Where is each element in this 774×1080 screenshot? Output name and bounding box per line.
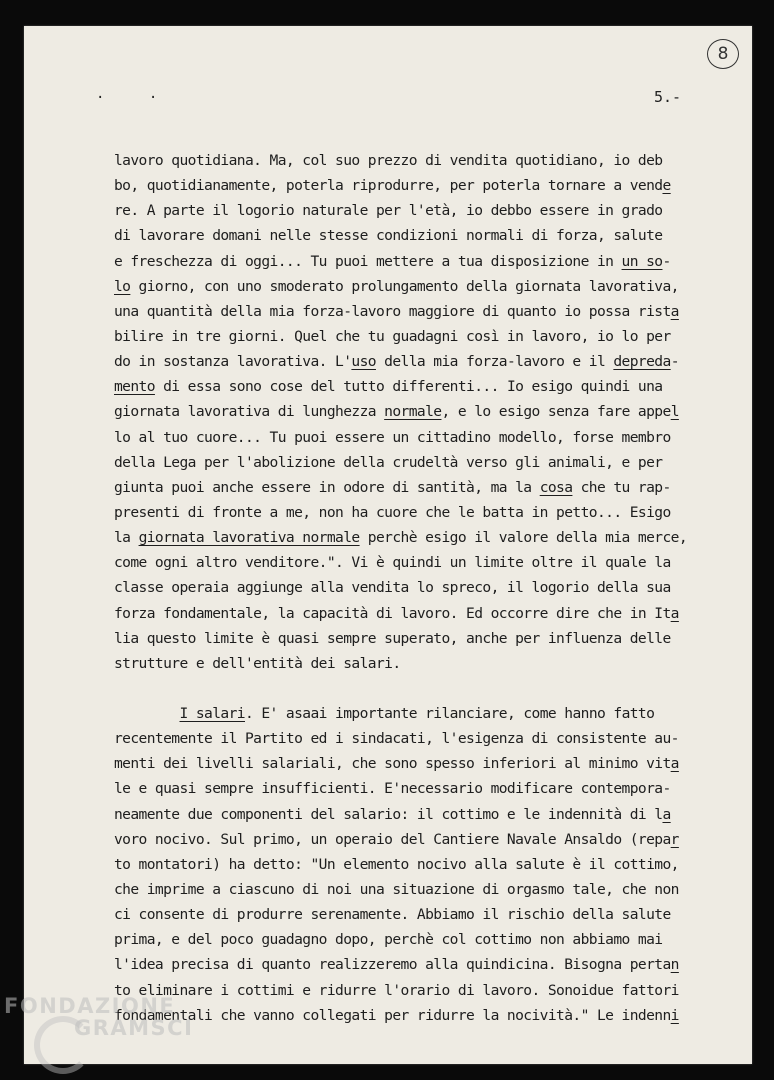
text-segment: lo al tuo cuore... Tu puoi essere un cittadino modello, forse membro: [114, 428, 671, 446]
underlined-text: depreda: [613, 353, 671, 371]
underlined-text: a: [662, 805, 671, 823]
text-segment: bilire in tre giorni. Quel che tu guadagni così in lavoro, io lo per: [114, 327, 671, 345]
text-segment: giornata lavorativa di lunghezza: [114, 403, 385, 421]
text-line: [114, 927, 724, 952]
text-line: [114, 374, 724, 399]
text-line: [114, 852, 724, 877]
text-segment: . E' asaai importante rilanciare, come hanno fatto: [245, 704, 655, 722]
text-line: [114, 450, 724, 475]
underlined-text: a: [670, 604, 679, 622]
text-segment: voro nocivo. Sul primo, un operaio del Cantiere Navale Ansaldo (repa: [114, 830, 671, 848]
underlined-text: l: [670, 403, 679, 421]
text-line: [114, 726, 724, 751]
text-line: [114, 575, 724, 600]
underlined-text: e: [662, 177, 671, 195]
underlined-text: cosa: [539, 478, 573, 496]
fondazione-gramsci-watermark: [4, 994, 204, 1040]
text-segment: di lavorare domani nelle stesse condizioni normali di forza, salute: [114, 227, 663, 245]
text-segment: classe operaia aggiunge alla vendita lo spreco, il logorio della sua: [114, 579, 671, 597]
text-line: [114, 173, 724, 198]
text-line: [114, 525, 724, 550]
text-segment: do in sostanza lavorativa. L': [114, 353, 352, 371]
text-line: [114, 776, 724, 801]
text-line: [114, 198, 724, 223]
text-segment: la: [114, 529, 139, 547]
text-line: [114, 751, 724, 776]
underlined-text: r: [670, 830, 679, 848]
text-segment: lia questo limite è quasi sempre superato, anche per influenza delle: [114, 629, 671, 647]
text-segment: to montatori) ha detto: "Un elemento nocivo alla salute è il cottimo,: [114, 855, 679, 873]
text-segment: giunta puoi anche essere in odore di santità, ma la: [114, 478, 540, 496]
circled-page-number: 8: [707, 39, 739, 69]
underlined-text: mento: [114, 378, 155, 396]
text-line: [114, 550, 724, 575]
text-line: [114, 349, 724, 374]
text-line: [114, 1003, 724, 1028]
underlined-text: n: [670, 956, 679, 974]
text-segment: come ogni altro venditore.". Vi è quindi un limite oltre il quale la: [114, 554, 671, 572]
text-line: [114, 475, 724, 500]
text-segment: menti dei livelli salariali, che sono spesso inferiori al minimo vit: [114, 755, 671, 773]
text-segment: bo, quotidianamente, poterla riprodurre, per poterla tornare a vend: [114, 177, 663, 195]
text-line: [114, 701, 724, 726]
text-line: [114, 299, 724, 324]
text-line: [114, 952, 724, 977]
text-line: [114, 601, 724, 626]
text-segment: perchè esigo il valore della mia merce,: [359, 529, 688, 547]
text-line: [114, 651, 724, 676]
typed-text-body: [114, 148, 724, 1028]
text-segment: neamente due componenti del salario: il cottimo e le indennità di l: [114, 805, 663, 823]
text-line: [114, 148, 724, 173]
text-line: [114, 802, 724, 827]
page-number: 5.-: [654, 88, 682, 106]
corner-dots: . .: [96, 86, 176, 102]
text-segment: fondamentali che vanno collegati per ridurre la nocività." Le indenn: [114, 1006, 671, 1024]
text-line: [114, 902, 724, 927]
text-segment: -: [662, 252, 671, 270]
text-segment: giorno, con uno smoderato prolungamento della giornata lavorativa,: [130, 277, 679, 295]
text-segment: le e quasi sempre insufficienti. E'necessario modificare contempora-: [114, 780, 671, 798]
text-segment: della mia forza-lavoro e il: [375, 353, 614, 371]
text-line: [114, 274, 724, 299]
paragraph-gap: [114, 676, 724, 701]
underlined-text: giornata lavorativa normale: [138, 529, 360, 547]
text-line: [114, 324, 724, 349]
text-segment: di essa sono cose del tutto differenti... Io esigo quindi una: [154, 378, 663, 396]
text-line: [114, 877, 724, 902]
text-segment: , e lo esigo senza fare appe: [441, 403, 671, 421]
text-segment: ci consente di produrre serenamente. Abbiamo il rischio della salute: [114, 906, 671, 924]
text-segment: [114, 705, 180, 722]
watermark-logo-icon: [34, 1016, 92, 1074]
text-segment: che tu rap-: [572, 478, 671, 496]
text-segment: -: [670, 353, 679, 371]
text-segment: strutture e dell'entità dei salari.: [114, 654, 401, 672]
underlined-text: I salari: [179, 704, 245, 722]
document-page: [24, 26, 752, 1064]
text-line: [114, 399, 724, 424]
watermark-line-1: FONDAZIONE: [4, 994, 176, 1018]
underlined-text: a: [670, 302, 679, 320]
text-segment: to eliminare i cottimi e ridurre l'orario di lavoro. Sonoidue fattori: [114, 981, 679, 999]
text-line: [114, 978, 724, 1003]
text-line: [114, 827, 724, 852]
text-line: [114, 500, 724, 525]
text-segment: forza fondamentale, la capacità di lavoro. Ed occorre dire che in It: [114, 604, 671, 622]
underlined-text: i: [670, 1006, 679, 1024]
underlined-text: lo: [114, 277, 131, 295]
underlined-text: uso: [351, 353, 376, 371]
underlined-text: un so: [621, 252, 663, 270]
text-segment: una quantità della mia forza-lavoro maggiore di quanto io possa rist: [114, 302, 671, 320]
text-segment: presenti di fronte a me, non ha cuore che le batta in petto... Esigo: [114, 503, 671, 521]
text-segment: recentemente il Partito ed i sindacati, l'esigenza di consistente au-: [114, 730, 679, 748]
underlined-text: a: [670, 755, 679, 773]
text-segment: e freschezza di oggi... Tu puoi mettere a tua disposizione in: [114, 252, 622, 270]
text-line: [114, 626, 724, 651]
text-segment: re. A parte il logorio naturale per l'età, io debbo essere in grado: [114, 202, 663, 220]
text-segment: l'idea precisa di quanto realizzeremo alla quindicina. Bisogna perta: [114, 956, 671, 974]
underlined-text: normale: [384, 403, 442, 421]
text-segment: che imprime a ciascuno di noi una situazione di orgasmo tale, che non: [114, 880, 679, 898]
text-line: [114, 249, 724, 274]
text-line: [114, 425, 724, 450]
text-segment: prima, e del poco guadagno dopo, perchè col cottimo non abbiamo mai: [114, 931, 663, 949]
text-line: [114, 223, 724, 248]
text-segment: della Lega per l'abolizione della crudeltà verso gli animali, e per: [114, 453, 663, 471]
text-segment: lavoro quotidiana. Ma, col suo prezzo di vendita quotidiano, io deb: [114, 152, 663, 169]
watermark-line-2: GRAMSCI: [74, 1016, 194, 1040]
